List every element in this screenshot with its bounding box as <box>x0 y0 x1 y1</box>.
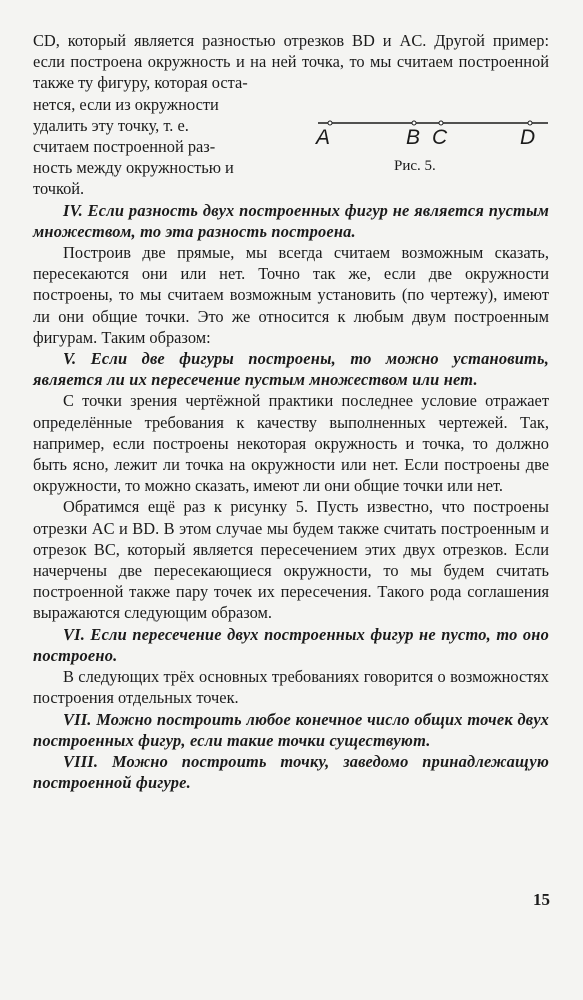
paragraph: Построив две прямые, мы всегда считаем возможным сказать, пересекаются они или нет. Точно так же, если две окружности построены, то мы считаем возможным установить (по чертежу), имеют ли они общие точки. Это же относится к любым двум построенным фигурам. Таким образом: <box>33 243 549 347</box>
point-label-b: B <box>406 126 421 149</box>
rule-vii: VII. Можно построить любое конечное число общих точек двух построенных фигур, если такие точки существуют. <box>33 709 549 750</box>
paragraph: В следующих трёх основных требованиях говорится о возможностях построения отдельных точек. <box>33 667 549 708</box>
figure-5 <box>312 116 552 182</box>
wrapped-text-block <box>33 94 291 200</box>
figure-caption: Рис. 5. <box>394 158 436 174</box>
wrapped-line: ность между окружностью и <box>33 158 234 178</box>
paragraph-intro: CD, который является разностью отрезков BD и AC. Другой пример: если построена окружность и на ней точка, то мы считаем построенной также ту фигуру, которая оста- <box>33 31 549 93</box>
rule-v: V. Если две фигуры построены, то можно установить, является ли их пересечение пустым множеством или нет. <box>33 349 549 390</box>
paragraph: С точки зрения чертёжной практики последнее условие отражает определённые требования к качеству выполненных чертежей. Так, например, если построены некоторая окружность и точка, то должно быть ясно, лежит ли точка на окружности или нет. Если построены две окружности, то можно сказать, имеют ли они общие точки или нет. <box>33 391 549 496</box>
point-label-a: A <box>316 126 331 149</box>
paragraph: Обратимся ещё раз к рисунку 5. Пусть известно, что построены отрезки AC и BD. В этом случае мы будем также считать построенным и отрезок BC, который является пересечением этих двух отрезков. Если начерчены две пересекающиеся окружности, то мы будем считать построенной также пару точек их пересечения. Такого рода соглашения выражаются следующим образом. <box>33 497 549 623</box>
point-label-c: C <box>432 126 448 149</box>
page-number: 15 <box>533 890 550 909</box>
main-text <box>33 200 549 794</box>
wrapped-line: нется, если из окружности <box>33 94 219 114</box>
rule-viii: VIII. Можно построить точку, заведомо принадлежащую построенной фигуре. <box>33 751 549 793</box>
point-label-d: D <box>520 126 536 149</box>
rule-iv: IV. Если разность двух построенных фигур не является пустым множеством, то эта разность построена. <box>33 200 549 241</box>
rule-vi: VI. Если пересечение двух построенных фигур не пусто, то оно построено. <box>33 624 549 665</box>
wrapped-line: точкой. <box>33 179 85 199</box>
wrapped-line: считаем построенной раз- <box>33 137 216 157</box>
wrapped-line: удалить эту точку, т. е. <box>33 115 189 135</box>
